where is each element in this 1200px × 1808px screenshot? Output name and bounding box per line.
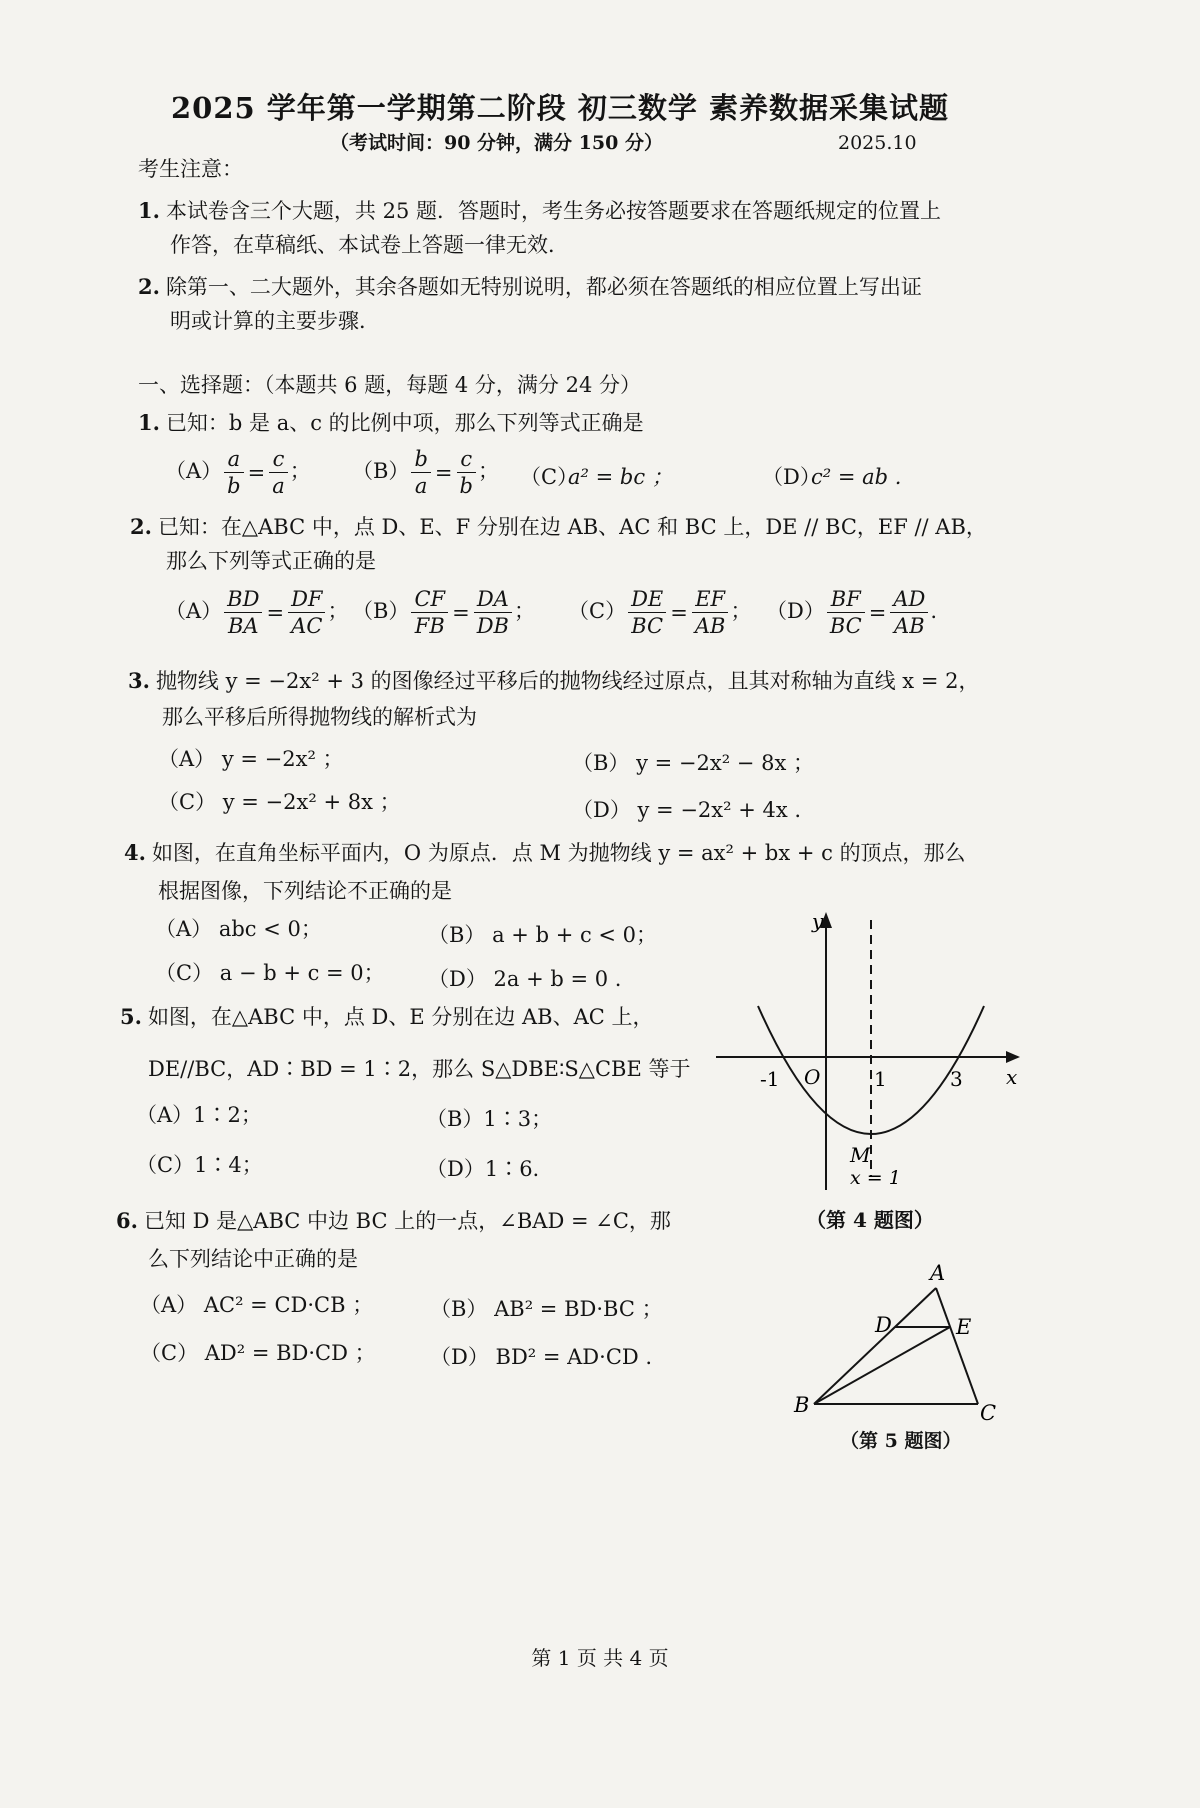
question-1-option-d-label: （D）	[762, 465, 821, 489]
y-axis-label: y	[812, 909, 824, 933]
exam-subtitle: （考试时间：90 分钟，满分 150 分）	[330, 132, 663, 154]
question-1-option-c-label: （C）	[520, 465, 579, 489]
question-3-option-c: （C） y = −2x² + 8x ；	[158, 790, 401, 814]
exam-title: 2025 学年第一学期第二阶段 初三数学 素养数据采集试题	[170, 91, 949, 125]
question-4-option-c: （C） a − b + c = 0；	[155, 961, 385, 985]
question-5-option-d: （D）1∶6.	[426, 1157, 540, 1181]
point-D-label: D	[875, 1313, 892, 1337]
question-3-stem: 3. 抛物线 y = −2x² + 3 的图像经过平移后的抛物线经过原点，且其对称轴为直线 x = 2，	[128, 668, 980, 693]
question-4-option-b: （B） a + b + c < 0；	[428, 923, 658, 947]
vertex-C-label: C	[980, 1401, 997, 1425]
question-2-stem: 2. 已知：在△ABC 中，点 D、E、F 分别在边 AB、AC 和 BC 上，DE // BC，EF // AB，	[130, 514, 987, 539]
question-6-option-c: （C） AD² = BD·CD ；	[140, 1341, 376, 1365]
question-5-option-c: （C）1∶4；	[136, 1153, 263, 1177]
tick-label-1: 1	[874, 1067, 887, 1091]
section-heading: 一、选择题：（本题共 6 题，每题 4 分，满分 24 分）	[138, 373, 641, 397]
question-5-stem-cont: DE//BC，AD∶BD = 1∶2，那么 S△DBE∶S△CBE 等于	[148, 1057, 691, 1081]
vertex-label: M	[850, 1143, 871, 1167]
question-6-option-d: （D） BD² = AD·CD .	[430, 1345, 653, 1369]
point-E-label: E	[956, 1315, 972, 1339]
question-3-option-d: （D） y = −2x² + 4x .	[572, 798, 802, 822]
question-3-option-b: （B） y = −2x² − 8x ；	[572, 751, 814, 775]
question-4-stem-cont: 根据图像，下列结论不正确的是	[158, 879, 452, 903]
question-4-stem: 4. 如图，在直角坐标平面内，O 为原点．点 M 为抛物线 y = ax² + bx + c 的顶点，那么	[124, 840, 966, 865]
notice-item-2-cont: 明或计算的主要步骤．	[170, 309, 380, 333]
question-2-option-a: （A） $\frac{BD}{BA}$ = $\frac{DF}{AC}$ ；	[165, 587, 349, 638]
question-3-option-a: （A） y = −2x² ；	[158, 747, 344, 771]
origin-label: O	[804, 1065, 821, 1089]
question-5-option-b: （B）1∶3；	[426, 1107, 553, 1131]
question-2-option-b: （B） $\frac{CF}{FB}$ = $\frac{DA}{DB}$ ；	[352, 587, 535, 638]
figure-5-triangle	[780, 1258, 1010, 1436]
question-1-option-c: a² = bc ；	[568, 465, 673, 489]
question-2-option-d: （D） $\frac{BF}{BC}$ = $\frac{AD}{AB}$ .	[766, 587, 938, 638]
page-number: 第 1 页 共 4 页	[531, 1646, 669, 1670]
question-1-option-d: c² = ab .	[811, 465, 902, 489]
question-1-stem: 1. 已知：b 是 a、c 的比例中项，那么下列等式正确是	[138, 410, 644, 435]
question-4-option-d: （D） 2a + b = 0 .	[428, 967, 622, 991]
figure-4-parabola	[716, 900, 1026, 1200]
notice-heading: 考生注意：	[138, 157, 243, 181]
question-6-stem: 6. 已知 D 是△ABC 中边 BC 上的一点，∠BAD = ∠C，那	[116, 1208, 671, 1233]
question-2-option-c: （C） $\frac{DE}{BC}$ = $\frac{EF}{AB}$ ；	[568, 587, 752, 638]
question-6-option-b: （B） AB² = BD·BC ；	[430, 1297, 663, 1321]
x-axis-label: x	[1006, 1065, 1018, 1089]
vertex-A-label: A	[930, 1261, 946, 1285]
question-5-stem: 5. 如图，在△ABC 中，点 D、E 分别在边 AB、AC 上，	[120, 1004, 654, 1029]
question-6-option-a: （A） AC² = CD·CB ；	[140, 1293, 374, 1317]
question-4-option-a: （A） abc < 0；	[155, 917, 322, 941]
x-axis-arrow	[1006, 1051, 1020, 1063]
question-2-stem-cont: 那么下列等式正确的是	[166, 549, 376, 573]
notice-item-2: 2. 除第一、二大题外，其余各题如无特别说明，都必须在答题纸的相应位置上写出证	[138, 274, 922, 299]
question-1-option-b: （B） $\frac{b}{a}$ = $\frac{c}{b}$ ；	[352, 447, 499, 498]
question-6-stem-cont: 么下列结论中正确的是	[148, 1247, 358, 1271]
figure-4-caption: （第 4 题图）	[806, 1208, 934, 1232]
question-3-stem-cont: 那么平移后所得抛物线的解析式为	[162, 705, 477, 729]
figure-5-caption: （第 5 题图）	[840, 1430, 962, 1452]
question-5-option-a: （A）1∶2；	[136, 1103, 262, 1127]
symmetry-axis-label: x = 1	[850, 1167, 901, 1189]
notice-item-1-cont: 作答，在草稿纸、本试卷上答题一律无效．	[170, 233, 569, 257]
exam-date: 2025.10	[838, 132, 917, 154]
vertex-B-label: B	[794, 1393, 810, 1417]
question-1-option-a: （A） $\frac{a}{b}$ = $\frac{c}{a}$ ；	[165, 447, 311, 498]
tick-label-3: 3	[950, 1067, 963, 1091]
side-AC	[936, 1288, 978, 1404]
tick-label-neg1: -1	[760, 1067, 780, 1091]
notice-item-1: 1. 本试卷含三个大题，共 25 题．答题时，考生务必按答题要求在答题纸规定的位置上	[138, 198, 942, 223]
